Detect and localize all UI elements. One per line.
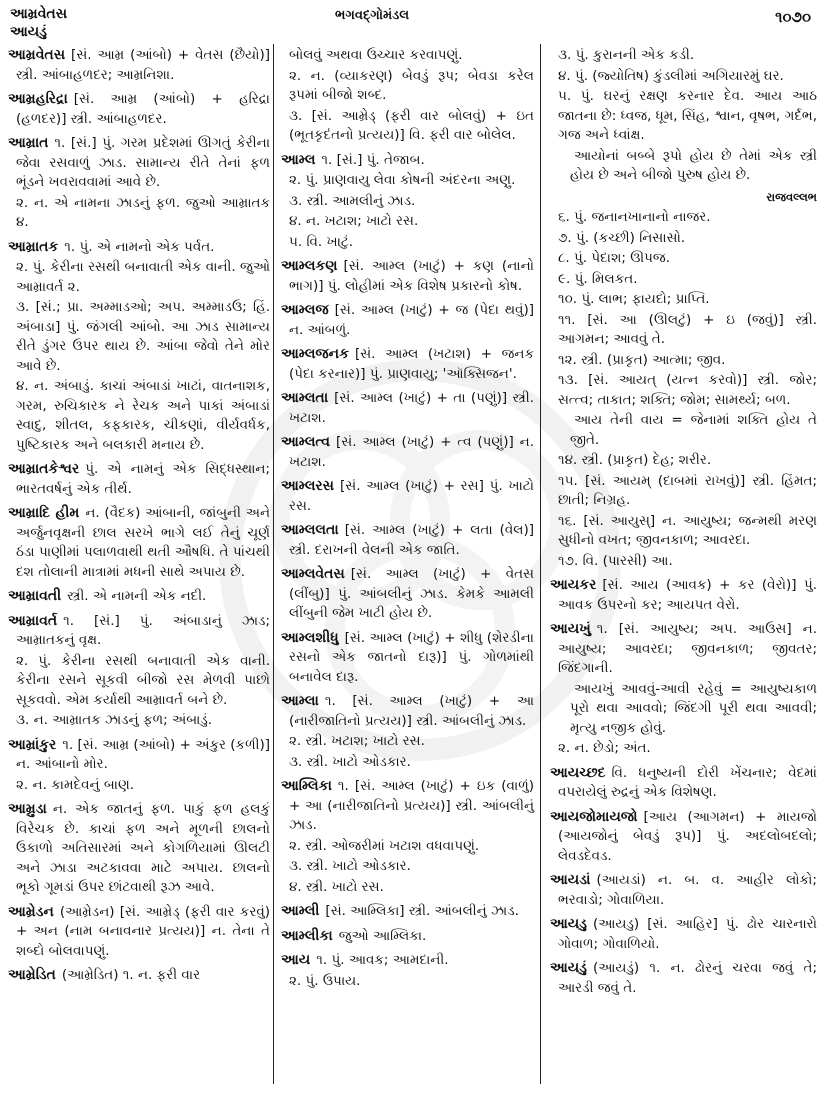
sense-definition — [550, 472, 817, 511]
headword: આમ્લરસ — [281, 478, 334, 494]
sense-definition — [550, 249, 817, 269]
definition-text: (આમ્રેડન) [સં. આમ્રેડ્ (ફરી વાર કરવું) + અન (નામ બનાવનાર પ્રત્યય)] ન. તેના તે શબ્દો બોલવાપણું. — [16, 903, 270, 959]
dictionary-entry — [281, 777, 534, 836]
dictionary-entry — [8, 504, 270, 582]
definition-text: ૨. પું. ઉપાય. — [289, 972, 361, 989]
definition-text: ૧. પું. આવક; આમદાની. — [316, 952, 449, 968]
headword: આમ્લ — [281, 151, 316, 168]
sense-definition — [8, 776, 270, 796]
definition-text: આય તેની વાય = જેનામાં શક્તિ હોય તે જીતે. — [570, 412, 817, 448]
source-citation — [550, 188, 817, 208]
column-3 — [550, 46, 817, 998]
definition-text: વિ. ધનુષ્યની દોરી ખેંચનાર; વેદમાં વપરાયેલું રુદ્રનું એક વિશેષણ. — [558, 764, 817, 800]
definition-text: ૩. સ્ત્રી. ખાટો ઓડકાર. — [289, 753, 411, 770]
definition-text: ૧. [સં. આમ્ર (આંબો) + અંકુર (કળી)] ન. આંબાનો મોર. — [16, 736, 270, 772]
dictionary-entry — [8, 966, 270, 986]
dictionary-entry — [281, 477, 534, 516]
definition-text: ૧. પું. એ નામનો એક પર્વત. — [64, 238, 215, 255]
dictionary-title: ભગવદ્ગોમંડલ — [335, 8, 410, 23]
definition-text: ૩. [સં. આમ્રેડ્ (ફરી વાર બોલવું) + ઇત (ભૂતકૃદંતનો પ્રત્યય)] વિ. ફરી વાર બોલેલ. — [289, 107, 534, 143]
headword: આમ્રાદિ હીમ — [8, 505, 80, 521]
dictionary-entry — [8, 612, 270, 651]
definition-text: ન. (વૈદક) આંબાની, જાંબુની અને અર્જુનવૃક્ષની છાલ સરખે ભાગે લઈ તેનું ચૂર્ણ ઠંડા પાણીમાં પલાળવાથી થતી ઔષધિ. તે પાંચથી દશ તોલાની માત્રામાં મધની સાથે અપાય છે. — [16, 505, 271, 580]
definition-text: ન. એક જાતનું ફળ. પાકું ફળ હલકું વિરેચક છે. કાચાં ફળ અને મૂળની છાલનો ઉકાળો અતિસારમાં અને કોગળિયામાં ઊલટી અને ઝાડા અટકાવવા માટે અપાય. છાલનો ભૂકો ગૂમડાં ઉપર છાંટવાથી રૂઝ આવે. — [16, 801, 270, 895]
sense-definition — [550, 229, 817, 249]
sense-definition — [550, 290, 817, 310]
dictionary-entry — [281, 257, 534, 296]
definition-text: ૧૭. વિ. (પારસી) આ. — [558, 552, 673, 569]
dictionary-entry — [281, 301, 534, 340]
sense-definition — [281, 107, 534, 146]
definition-text: ૬. પું. જનાનખાનાનો નાજર. — [558, 209, 711, 225]
dictionary-entry — [550, 576, 817, 615]
definition-text: ૪. ન. ખટાશ; ખાટો રસ. — [289, 213, 419, 229]
definition-text: ૩. ન. આમ્રાતક ઝાડનું ફળ; અંબાડું. — [16, 712, 213, 728]
definition-text: ૨. પું. કેરીના રસથી બનાવાતી એક વાની. જુઓ આમ્રાવર્ત ૨. — [16, 259, 270, 295]
dictionary-entry — [8, 134, 270, 193]
definition-text: (આમ્રેડિત) ૧. ન. ફરી વાર — [61, 967, 201, 983]
definition-text: ૧. [સં. આમ્લ (ખાટું) + ઇક (વાળું) + આ (નારીજાતિનો પ્રત્યય)] સ્ત્રી. આંબલીનું ઝાડ. — [289, 778, 534, 833]
dictionary-entry — [8, 800, 270, 898]
definition-text: ૧. [સં.] પું. ગરમ પ્રદેશમાં ઊગતું કેરીના જેવા રસવાળું ઝાડ. સામાન્ય રીતે તેનાં ફળ ભૂંડને ખવરાવવામાં આવે છે. — [16, 135, 270, 190]
definition-text: પું. એ નામનું એક સિદ્ધસ્થાન; ભારતવર્ષનું એક તીર્થ. — [16, 461, 270, 497]
definition-text: ૨. ન. એ નામના ઝાડનું ફળ. જુઓ આમ્રાતક ૪. — [16, 194, 270, 230]
definition-text: [સં. આમ્લિકા] સ્ત્રી. આંબલીનું ઝાડ. — [325, 903, 519, 919]
sense-definition — [281, 212, 534, 232]
dictionary-entry — [281, 521, 534, 560]
definition-text: [સં. આમ્લ (ખાટું) + કણ (નાનો ભાગ)] પું. લોહીમાં એક વિશેષ પ્રકારનો કોષ. — [289, 258, 534, 294]
page-number: ૧૦૭૦ — [775, 8, 811, 26]
headword: આમ્લીકા — [281, 927, 333, 944]
definition-text: [સં. આમ્લ (ખટાશ) + જનક (પેદા કરનાર)] પું. પ્રાણવાયુ; 'ઑક્સિજન'. — [289, 346, 534, 382]
dictionary-entry — [8, 736, 270, 775]
dictionary-entry — [8, 90, 270, 129]
column-2 — [281, 46, 534, 991]
definition-text: ૧૬. [સં. આયુસ્] ન. આયુષ્ય; જન્મથી મરણ સુધીનો વખત; જીવનકાળ; આવરદા. — [558, 512, 817, 548]
sense-definition — [550, 351, 817, 371]
dictionary-entry — [281, 902, 534, 922]
sense-definition — [281, 972, 534, 992]
definition-text: ૧૪. સ્ત્રી. (પ્રાકૃત) દેહ; શરીર. — [558, 452, 712, 468]
definition-text: ૯. પું. મિલકત. — [558, 270, 638, 287]
headword: આમ્રાતકેશ્વર — [8, 461, 80, 477]
sense-definition — [281, 233, 534, 253]
sense-definition — [550, 87, 817, 146]
definition-text: ૨. ન. છેડો; અંત. — [558, 740, 651, 756]
dictionary-entry — [281, 389, 534, 428]
sense-definition — [281, 192, 534, 212]
headword: આયકર — [550, 577, 597, 593]
dictionary-entry — [550, 620, 817, 679]
sense-definition — [281, 837, 534, 857]
sense-definition — [550, 512, 817, 551]
definition-text: ૪. સ્ત્રી. ખાટો રસ. — [289, 878, 384, 895]
headword: આમ્લશીધુ — [281, 629, 339, 646]
usage-example — [550, 411, 817, 450]
dictionary-entry — [8, 587, 270, 607]
dictionary-entry — [281, 565, 534, 624]
definition-text: ૫. પું. ઘરનું રક્ષણ કરનાર દેવ. આય આઠ જાતના છે: ધ્વજ, ધૂમ, સિંહ, શ્વાન, વૃષભ, ગર્દભ, ગજ અને ધ્વાંક્ષ. — [558, 88, 818, 143]
dictionary-entry — [281, 692, 534, 731]
definition-text: [સં. આમ્લ (ખાટું) + જ (પેદા થવું)] ન. આંબળું. — [289, 302, 534, 338]
sense-definition — [8, 194, 270, 233]
definition-text: [સં. આમ્લ (ખાટું) + તા (પણું)] સ્ત્રી. ખટાશ. — [289, 390, 534, 426]
headword: આમ્રાત — [8, 135, 49, 151]
headword: આમ્રુડા — [8, 801, 47, 817]
headword: આયચ્છદ — [550, 764, 606, 781]
definition-text: ૫. વિ. ખાટું. — [289, 233, 354, 250]
headword: આયડાં — [550, 872, 591, 888]
definition-text: ૩. [સં.; પ્રા. અમ્માડઓ; અપ. અમ્માડઉ; હિં. અંબાડા] પું. જંગલી આંબો. આ ઝાડ સામાન્ય રીતે ડુંગર ઉપર થાય છે. આંબા જેવો તેને મોર આવે છે. — [16, 299, 270, 374]
usage-example — [550, 147, 817, 186]
sense-definition — [550, 552, 817, 572]
sense-definition — [281, 857, 534, 877]
sense-definition — [8, 377, 270, 455]
sense-definition — [550, 371, 817, 410]
definition-text: ૩. સ્ત્રી. ખાટો ઓડકાર. — [289, 858, 411, 874]
headword: આય — [281, 952, 311, 968]
definition-text: ૧૫. [સં. આયમ્ (દાબમાં રાખવું)] સ્ત્રી. હિંમત; છાતી; નિગ્રહ. — [558, 472, 817, 508]
first-guide-word: આમ્રવેતસ — [10, 6, 68, 22]
headword: આમ્લજ — [281, 302, 329, 318]
definition-text: ૨. ન. (વ્યાકરણ) બેવડું રૂપ; બેવડા કરેલ રૂપમાં બીજો શબ્દ. — [289, 67, 534, 103]
definition-text: [સં. આમ્લ (ખાટું) + શીધુ (શેરડીના રસનો એક જાતનો દારૂ)] પું. ગોળમાંથી બનાવેલ દારૂ. — [289, 629, 534, 685]
definition-text: (આયડાં) ન. બ. વ. આહીર લોકો; ભરવાડો; ગોવાળિયા. — [558, 872, 817, 908]
headword: આમ્લવેતસ — [281, 566, 345, 582]
column-divider — [540, 44, 541, 1084]
dictionary-entry — [281, 345, 534, 384]
definition-text: ૪. ન. અંબાડું. કાચાં અંબાડાં ખાટાં, વાતનાશક, ગરમ, રુચિકારક ને રેચક અને પાકાં અંબાડાં સ્વાદુ, શીતલ, કફકારક, ચીકણાં, વીર્યવર્ધક, પુષ્ટિકારક અને બલકારી મનાય છે. — [16, 378, 270, 453]
definition-text: ૩. સ્ત્રી. આમલીનું ઝાડ. — [289, 192, 416, 209]
headword: આયડું — [550, 960, 587, 976]
definition-text: [આય (આગમન) + માયજો (આયજોનું બેવડું રૂપ)] પું. અદલોબદલો; લેવડદેવડ. — [558, 808, 817, 864]
definition-text: ૩. પું. કુરાનની એક કડી. — [558, 47, 695, 63]
definition-text: ૪. પું. (જ્યોતિષ) કુંડલીમાં અગિયારમું ઘર. — [558, 67, 784, 84]
headword: આમ્લકણ — [281, 258, 338, 274]
definition-text: ૧૦. પું. લાભ; ફાયદો; પ્રાપ્તિ. — [558, 291, 710, 307]
headword: આમ્રવેતસ — [8, 47, 66, 63]
headword: આમ્લલતા — [281, 522, 339, 538]
dictionary-entry — [8, 460, 270, 499]
headword: આમ્લતા — [281, 390, 329, 406]
definition-text: ૧૨. સ્ત્રી. (પ્રાકૃત) આત્મા; જીવ. — [558, 351, 726, 368]
headword: આમ્લત્વ — [281, 434, 330, 450]
definition-text: ૧. [સં. આયુષ્ય; અપ. આઉસ] ન. આયુષ્ય; આવરદા; જીવનકાળ; જીવતર; જિંદગાની. — [558, 621, 817, 676]
continued-text — [281, 46, 534, 66]
definition-text: [સં. આમ્ર (આંબો) + હરિદ્રા (હળદર)] સ્ત્રી. આંબાહળદર. — [16, 91, 270, 127]
definition-text: ૭. પું. (કચ્છી) નિસાસો. — [558, 229, 686, 246]
headword: આયડુ — [550, 916, 587, 932]
sense-definition — [8, 258, 270, 297]
definition-text: સ્ત્રી. એ નામની એક નદી. — [67, 588, 207, 604]
definition-text: ૨. પું. કેરીના રસથી બનાવાતી એક વાની. કેરીના રસને સૂકવી બીજો રસ મેળવી પાછો સૂકવવો. એમ કર્યાથી આમ્રાવર્ત બને છે. — [16, 652, 270, 708]
dictionary-entry — [8, 903, 270, 962]
definition-text: આયખું આવવું-આવી રહેવું = આયુષ્યકાળ પૂરો થવા આવવો; જિંદગી પૂરી થવા આવવી; મૃત્યુ નજીક હોવું. — [570, 680, 817, 736]
definition-text: ૨. સ્ત્રી. ઓજરીમાં ખટાશ વધવાપણું. — [289, 837, 480, 854]
headword: આમ્રેડિત — [8, 967, 56, 983]
dictionary-entry — [8, 46, 270, 85]
dictionary-entry — [281, 927, 534, 947]
headword: આમ્રેડન — [8, 903, 54, 920]
headword: આમ્લી — [281, 903, 320, 919]
definition-text: ૧૩. [સં. આયત્ (યત્ન કરવો)] સ્ત્રી. જોર; સત્ત્વ; તાકાત; શક્તિ; જોમ; સામર્થ્ય; બળ. — [558, 372, 817, 408]
sense-definition — [8, 652, 270, 711]
dictionary-entry — [550, 959, 817, 998]
definition-text: ૧. [સં.] પું. અંબાડાનું ઝાડ; આમ્રાતકનું વૃક્ષ. — [16, 612, 270, 648]
definition-text: રાજવલ્લભ — [766, 189, 817, 204]
headword: આમ્રાતક — [8, 238, 59, 255]
headword: આમ્રાવર્ત — [8, 612, 58, 629]
dictionary-entry — [550, 808, 817, 867]
dictionary-entry — [281, 951, 534, 971]
definition-text: ૧. [સં. આમ્લ (ખાટું) + આ (નારીજાતિનો પ્રત્યય)] સ્ત્રી. આંબલીનું ઝાડ. — [289, 693, 534, 729]
definition-text: (આયડું) ૧. ન. ઢોરનું ચરવા જવું તે; આરડી જવું તે. — [558, 960, 817, 996]
sense-definition — [8, 711, 270, 731]
dictionary-entry — [281, 151, 534, 171]
dictionary-entry — [550, 915, 817, 954]
dictionary-entry — [281, 629, 534, 688]
definition-text: [સં. આમ્લ (ખાટું) + લતા (વેલ)] સ્ત્રી. દરાખની વેલની એક જાતિ. — [289, 522, 534, 558]
sense-definition — [550, 208, 817, 228]
usage-example — [550, 680, 817, 739]
sense-definition — [8, 298, 270, 376]
sense-definition — [281, 67, 534, 106]
definition-text: બોલવું અથવા ઉચ્ચાર કરવાપણું. — [289, 47, 463, 63]
headword: આમ્રાંકુર — [8, 736, 57, 753]
definition-text: [સં. આમ્લ (ખાટું) + ત્વ (પણું)] ન. ખટાશ. — [289, 434, 534, 470]
headword: આયખું — [550, 621, 591, 637]
definition-text: [સં. આમ્ર (આંબો) + વેતસ (છૈયો)] સ્ત્રી. આંબાહળદર; આમ્રનિશા. — [16, 47, 270, 83]
dictionary-entry — [550, 764, 817, 803]
dictionary-entry — [281, 433, 534, 472]
sense-definition — [550, 67, 817, 87]
definition-text: ૧. [સં.] પું. તેજાબ. — [321, 151, 425, 168]
headword: આમ્લિકા — [281, 778, 332, 794]
sense-definition — [550, 270, 817, 290]
column-divider — [273, 44, 274, 1084]
definition-text: [સં. આમ્લ (ખાટું) + વેતસ (લીંબુ)] પું. આંબલીનું ઝાડ. કેમકે આમલી લીંબુની જેમ ખાટી હોય છે. — [289, 566, 534, 621]
sense-definition — [550, 311, 817, 350]
definition-text: આયોનાં બબ્બે રૂપો હોય છે તેમાં એક સ્ત્રી હોય છે અને બીજો પુરુષ હોય છે. — [570, 147, 817, 183]
sense-definition — [550, 451, 817, 471]
headword: આમ્રહરિદ્રા — [8, 91, 68, 107]
headword: આમ્લજનક — [281, 346, 349, 362]
definition-text: (આયડુ) [સં. આહિર] પું. ઢોર ચારનારો ગોવાળ; ગોવાળિયો. — [558, 916, 817, 952]
definition-text: ૨. પું. પ્રાણવાયુ લેવા કોષની અંદરના અણુ. — [289, 172, 516, 188]
column-1 — [8, 46, 270, 986]
dictionary-entry — [550, 871, 817, 910]
definition-text: જુઓ આમ્લિકા. — [338, 927, 427, 944]
headword: આમ્રાવતી — [8, 588, 62, 604]
last-guide-word: આયડું — [10, 24, 47, 40]
dictionary-entry — [8, 238, 270, 258]
headword: આમ્લા — [281, 693, 319, 709]
headword: આયજોમાયજો — [550, 808, 638, 825]
sense-definition — [281, 171, 534, 191]
sense-definition — [281, 753, 534, 773]
sense-definition — [281, 878, 534, 898]
definition-text: ૧૧. [સં. આ (ઊલટું) + ઇ (જવું)] સ્ત્રી. આગમન; આવવું તે. — [558, 311, 817, 347]
definition-text: ૨. ન. કામદેવનું બાણ. — [16, 776, 135, 793]
sense-definition — [550, 739, 817, 759]
sense-definition — [550, 46, 817, 66]
definition-text: ૮. પું. પેદાશ; ઊપજ. — [558, 250, 670, 266]
definition-text: ૨. સ્ત્રી. ખટાશ; ખાટો રસ. — [289, 733, 425, 749]
sense-definition — [281, 732, 534, 752]
definition-text: [સં. આમ્લ (ખાટું) + રસ] પું. ખાટો રસ. — [289, 478, 534, 514]
definition-text: [સં. આય (આવક) + કર (વેરો)] પું. આવક ઉપરનો કર; આયપત વેરો. — [558, 577, 817, 613]
